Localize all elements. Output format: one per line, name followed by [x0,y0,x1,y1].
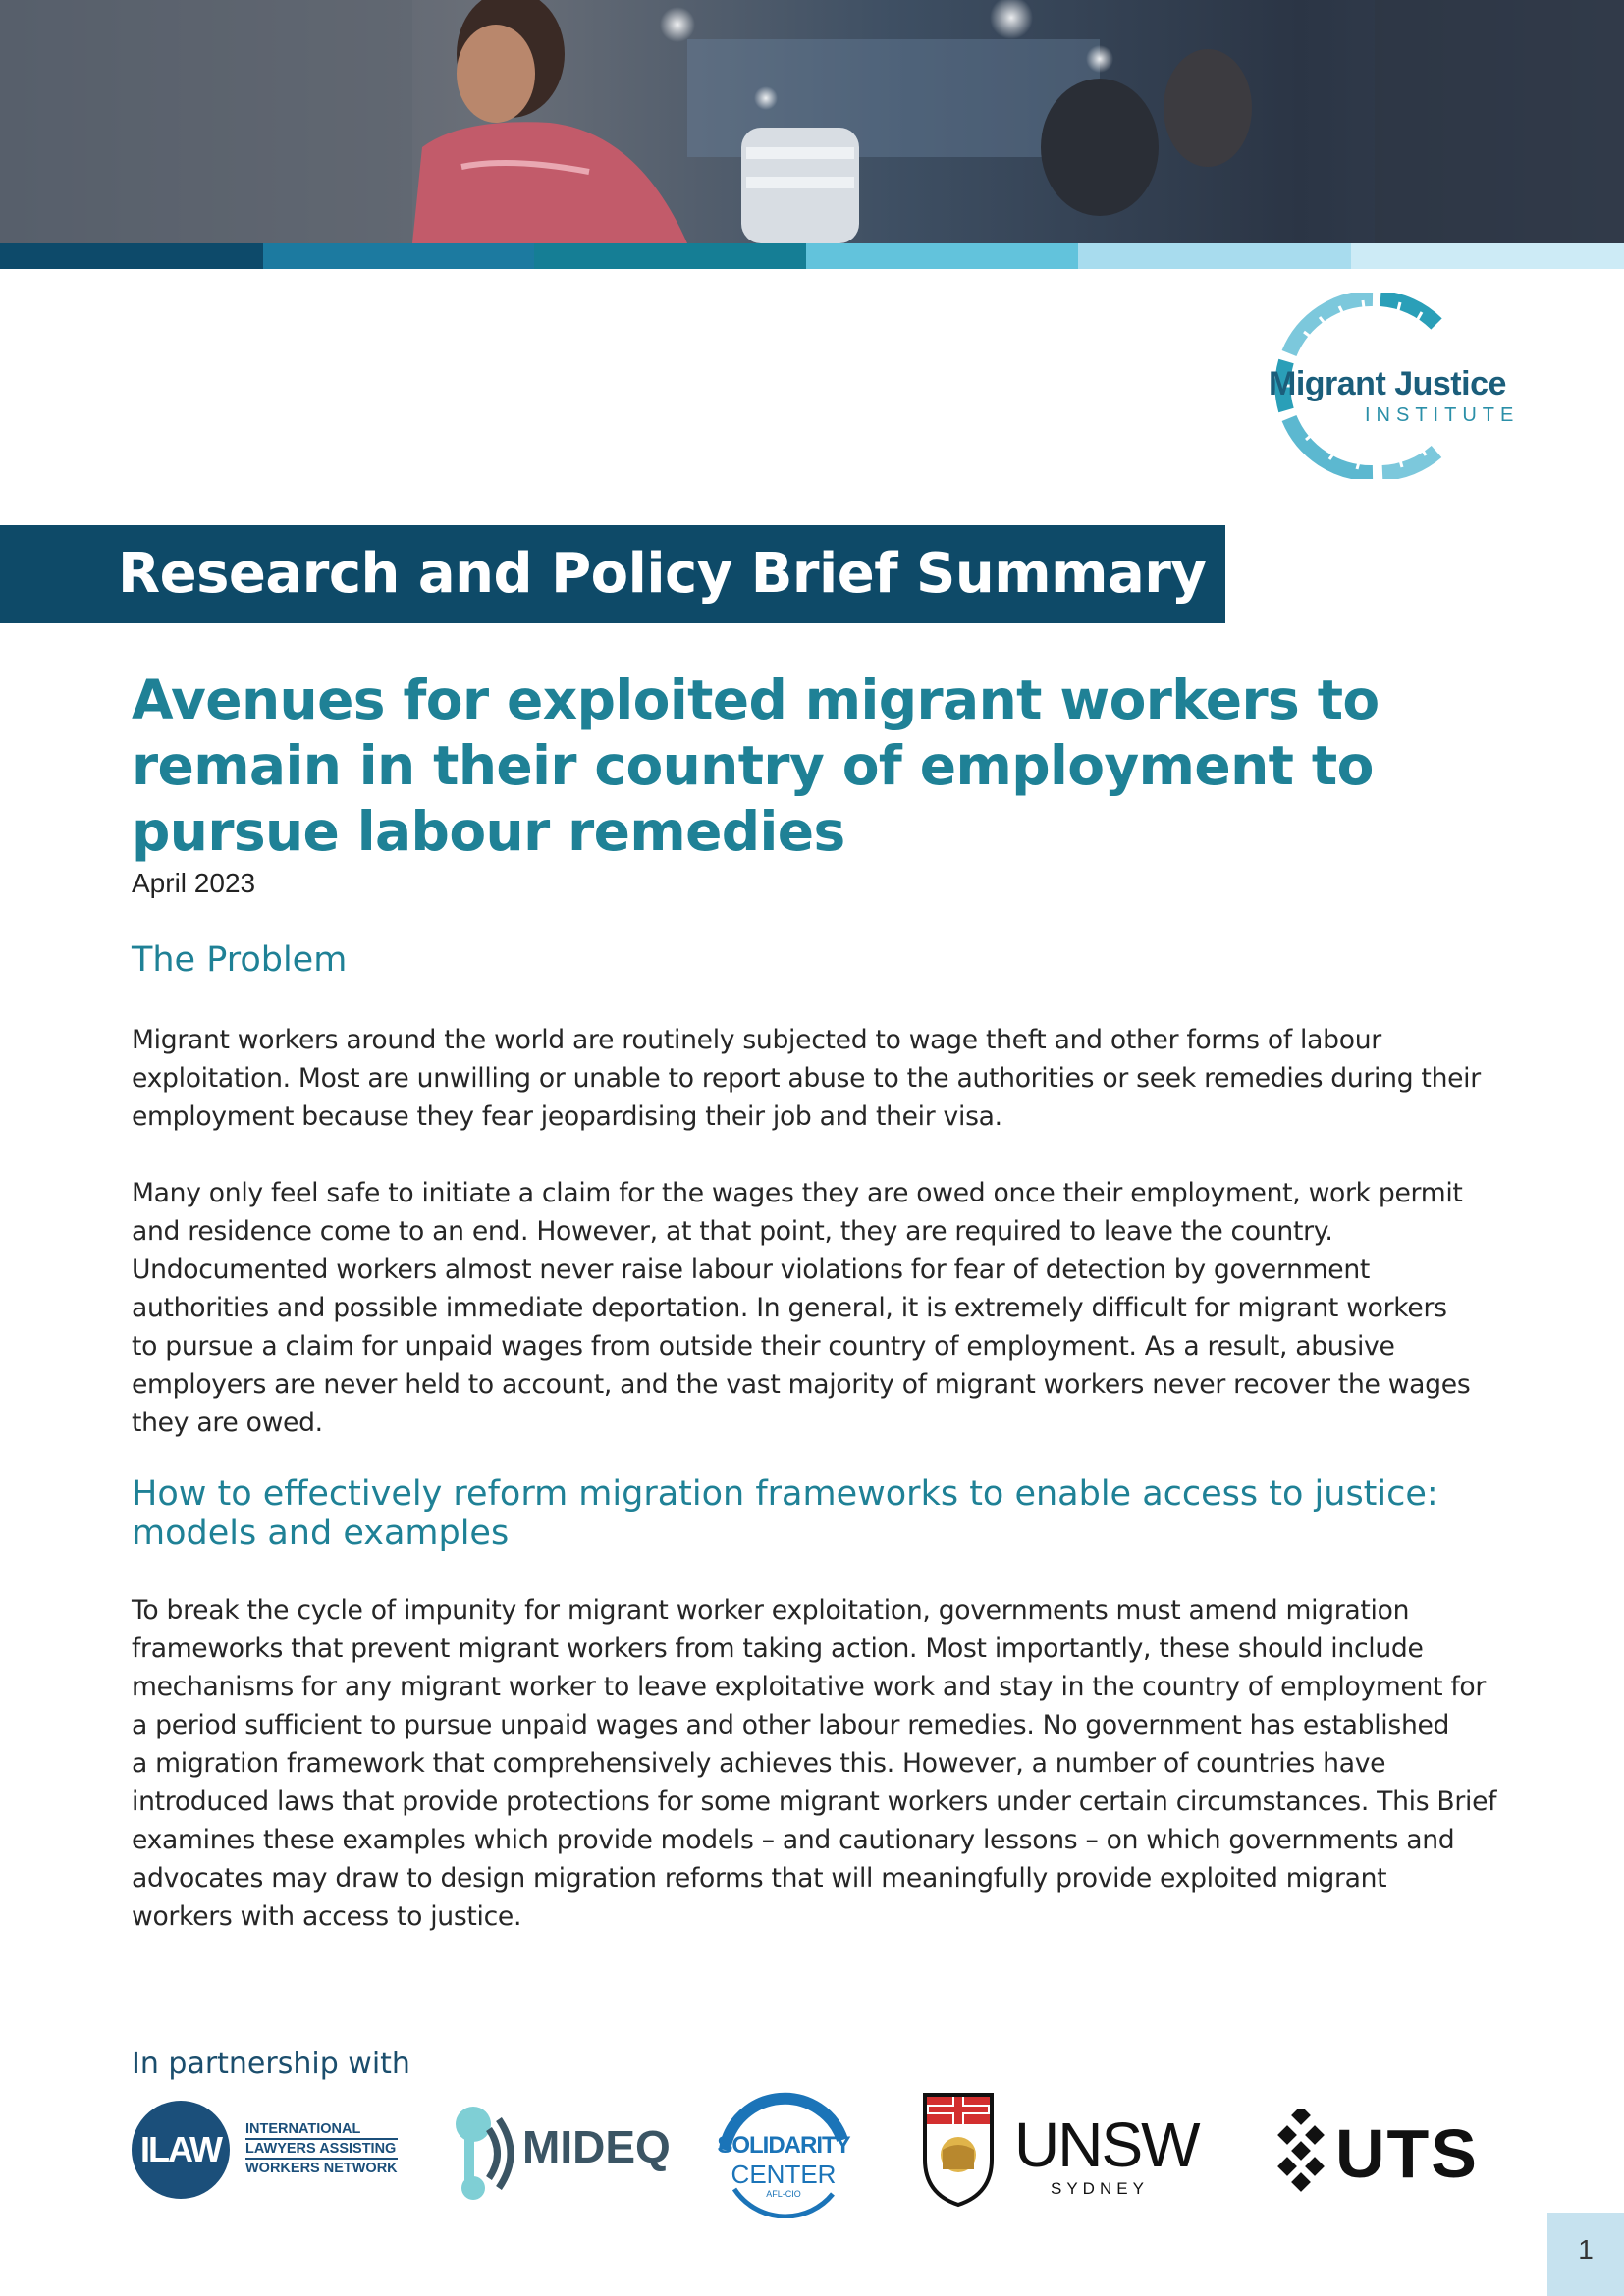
solidarity-center-logo [715,2081,852,2218]
title-line: pursue labour remedies [132,800,845,863]
logo-name: Migrant Justice [1269,365,1506,402]
text-line: examines these examples which provide models – and cautionary lessons – on which governments and [132,1825,1455,1855]
solidarity-line1: SOLIDARITY [717,2132,850,2159]
title-line: Avenues for exploited migrant workers to [132,668,1380,731]
text-line: a period sufficient to pursue unpaid wages and other labour remedies. No government has established [132,1710,1450,1740]
market-woman-photo-icon [0,0,1624,243]
text-line: workers with access to justice. [132,1901,522,1932]
text-line: to pursue a claim for unpaid wages from outside their country of employment. As a result, abusive [132,1331,1395,1362]
section-heading-reform [132,1474,1438,1553]
text-line: frameworks that prevent migrant workers from taking action. Most importantly, these should include [132,1633,1424,1664]
mideq-mark-icon [452,2095,520,2213]
mideq-name: MIDEQ [522,2121,671,2172]
text-line: exploitation. Most are unwilling or unable to report abuse to the authorities or seek remedies during their [132,1063,1481,1094]
banner-title: Research and Policy Brief Summary [118,542,1207,606]
title-line: remain in their country of employment to [132,734,1374,797]
page-number: 1 [1578,2234,1594,2265]
text-line: authorities and possible immediate deportation. In general, it is extremely difficult for migrant workers [132,1293,1447,1323]
publication-date: April 2023 [132,868,256,898]
paragraph [132,1021,1516,1136]
heading-line: The Problem [132,940,348,980]
paragraph [132,1174,1516,1442]
ilaw-line: INTERNATIONAL [245,2120,398,2140]
logo-subname: INSTITUTE [1365,404,1520,426]
ilaw-line: WORKERS NETWORK [245,2161,398,2176]
summary-banner [0,525,1225,623]
mideq-logo [452,2081,671,2218]
color-stripe [0,243,1624,269]
text-line: mechanisms for any migrant worker to leave exploitative work and stay in the country of employment for [132,1672,1487,1702]
text-line: a migration framework that comprehensively achieves this. However, a number of countries have [132,1748,1386,1779]
section-heading-problem [132,940,347,980]
header-photo [0,0,1624,243]
partners-label: In partnership with [132,2047,410,2081]
text-line: employers are never held to account, and the vast majority of migrant workers never recover the wages [132,1369,1471,1400]
unsw-logo [921,2081,1216,2218]
stripe-segment [1351,243,1624,269]
text-line: Many only feel safe to initiate a claim for the wages they are owed once their employment, work permit [132,1178,1463,1208]
ilaw-line: LAWYERS ASSISTING [245,2140,398,2160]
stripe-segment [534,243,806,269]
unsw-name: UNSW [1014,2109,1199,2180]
text-line: advocates may draw to design migration reforms that will meaningfully provide exploited migrant [132,1863,1387,1894]
solidarity-line2: CENTER [731,2160,837,2189]
text-line: Undocumented workers almost never raise labour violations for fear of detection by government [132,1255,1371,1285]
heading-line: How to effectively reform migration frameworks to enable access to justice: [132,1474,1438,1514]
heading-line: models and examples [132,1514,510,1553]
uts-mark-icon [1274,2109,1327,2197]
stripe-segment [1078,243,1351,269]
page-number-box [1547,2213,1624,2296]
solidarity-line3: AFL-CIO [766,2189,801,2199]
ilaw-mark: ILAW [132,2101,230,2199]
stripe-segment [806,243,1078,269]
uts-logo [1274,2081,1510,2218]
stripe-segment [0,243,263,269]
text-line: To break the cycle of impunity for migrant worker exploitation, governments must amend migration [132,1595,1410,1626]
stripe-segment [263,243,534,269]
text-line: and residence come to an end. However, at that point, they are required to leave the country. [132,1216,1333,1247]
paragraph [132,1591,1516,1936]
text-line: introduced laws that provide protections for some migrant workers under certain circumstances. This Brief [132,1787,1497,1817]
ilaw-name [245,2120,398,2177]
document-title [132,667,1506,865]
text-line: they are owed. [132,1408,323,1438]
unsw-sub: SYDNEY [1051,2179,1149,2198]
ilaw-logo [132,2081,426,2218]
unsw-crest-icon [921,2091,996,2209]
uts-name: UTS [1335,2115,1479,2192]
text-line: Migrant workers around the world are routinely subjected to wage theft and other forms of labour [132,1025,1381,1055]
text-line: employment because they fear jeopardising their job and their visa. [132,1101,1002,1132]
